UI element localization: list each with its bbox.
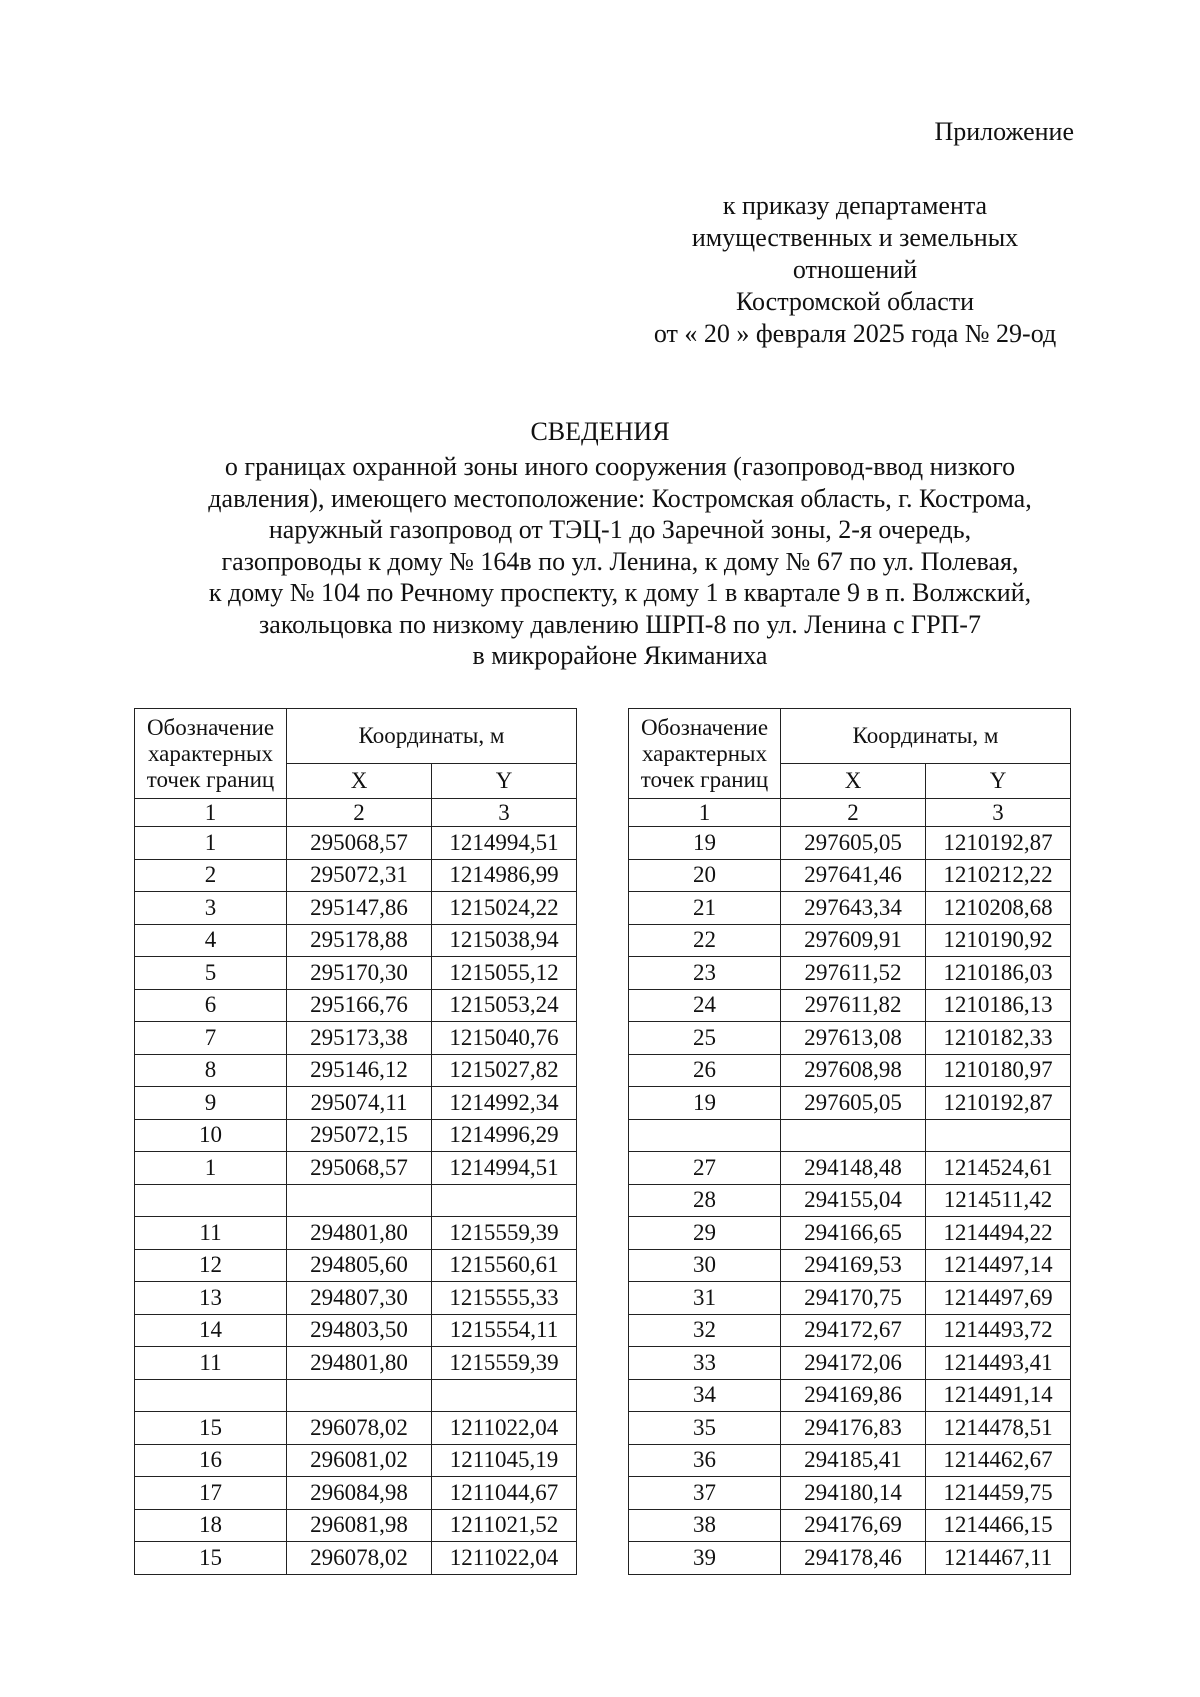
coord-y-cell: 1215038,94 <box>432 924 577 957</box>
coord-x-cell: 294172,67 <box>781 1314 926 1347</box>
coord-y-cell: 1211021,52 <box>432 1509 577 1542</box>
point-id-cell: 29 <box>629 1217 781 1250</box>
table-row <box>629 1022 1071 1055</box>
coord-x-cell: 294180,14 <box>781 1477 926 1510</box>
coord-x-cell: 294178,46 <box>781 1542 926 1575</box>
subtitle-line: о границах охранной зоны иного сооружения (газопровод-ввод низкого <box>224 452 1016 481</box>
table-row <box>135 1379 577 1412</box>
point-id-cell: 33 <box>629 1347 781 1380</box>
coord-x-cell <box>287 1379 432 1412</box>
coord-y-cell: 1214493,72 <box>926 1314 1071 1347</box>
table-row <box>135 1412 577 1445</box>
coord-x-cell <box>781 1119 926 1152</box>
point-id-cell: 14 <box>135 1314 287 1347</box>
coord-y-cell: 1215055,12 <box>432 957 577 990</box>
point-id-cell: 19 <box>629 827 781 860</box>
table-row <box>629 827 1071 860</box>
coord-y-cell: 1214994,51 <box>432 827 577 860</box>
appendix-label: Приложение <box>934 117 1074 146</box>
point-id-cell: 26 <box>629 1054 781 1087</box>
table-row <box>629 1184 1071 1217</box>
table-row <box>135 1152 577 1185</box>
coord-y-cell: 1215555,33 <box>432 1282 577 1315</box>
point-id-cell: 8 <box>135 1054 287 1087</box>
coord-y-cell: 1214491,14 <box>926 1379 1071 1412</box>
table-row <box>629 924 1071 957</box>
table-row <box>629 1152 1071 1185</box>
coord-y-cell: 1214497,14 <box>926 1249 1071 1282</box>
coord-x-cell: 297605,05 <box>781 1087 926 1120</box>
header-col-number: 2 <box>781 799 926 827</box>
point-id-cell: 6 <box>135 989 287 1022</box>
coord-y-cell: 1215559,39 <box>432 1347 577 1380</box>
document-title: СВЕДЕНИЯ <box>530 417 670 446</box>
table-row <box>629 1477 1071 1510</box>
header-x: X <box>781 764 926 799</box>
coord-x-cell: 294185,41 <box>781 1444 926 1477</box>
point-id-cell <box>135 1184 287 1217</box>
left-table-body <box>135 827 577 1575</box>
coord-y-cell: 1214524,61 <box>926 1152 1071 1185</box>
table-row <box>629 892 1071 925</box>
subtitle-line: давления), имеющего местоположение: Костромская область, г. Кострома, <box>208 483 1032 513</box>
coord-x-cell <box>287 1184 432 1217</box>
point-id-cell: 37 <box>629 1477 781 1510</box>
header-col-number: 3 <box>432 799 577 827</box>
table-row <box>629 957 1071 990</box>
point-id-cell: 5 <box>135 957 287 990</box>
header-coordinates: Координаты, м <box>781 709 1071 764</box>
point-id-cell: 32 <box>629 1314 781 1347</box>
point-id-cell: 24 <box>629 989 781 1022</box>
coord-x-cell: 297605,05 <box>781 827 926 860</box>
table-row <box>135 859 577 892</box>
coord-x-cell: 295072,31 <box>287 859 432 892</box>
coord-y-cell: 1215053,24 <box>432 989 577 1022</box>
coord-y-cell: 1210180,97 <box>926 1054 1071 1087</box>
coord-y-cell: 1211044,67 <box>432 1477 577 1510</box>
table-row <box>135 957 577 990</box>
coord-y-cell: 1210182,33 <box>926 1022 1071 1055</box>
point-id-cell: 31 <box>629 1282 781 1315</box>
coord-y-cell: 1215554,11 <box>432 1314 577 1347</box>
point-id-cell: 18 <box>135 1509 287 1542</box>
table-row <box>629 1217 1071 1250</box>
coord-x-cell: 295068,57 <box>287 827 432 860</box>
point-id-cell: 13 <box>135 1282 287 1315</box>
header-point-label: Обозначение характерных точек границ <box>629 709 781 799</box>
table-row <box>629 1054 1071 1087</box>
point-id-cell: 22 <box>629 924 781 957</box>
coord-y-cell: 1214494,22 <box>926 1217 1071 1250</box>
point-id-cell: 15 <box>135 1412 287 1445</box>
point-id-cell: 12 <box>135 1249 287 1282</box>
coord-y-cell: 1215040,76 <box>432 1022 577 1055</box>
table-row <box>135 1282 577 1315</box>
point-id-cell: 30 <box>629 1249 781 1282</box>
header-col-number: 2 <box>287 799 432 827</box>
coordinates-table-right <box>628 708 1071 1575</box>
coord-y-cell: 1214459,75 <box>926 1477 1071 1510</box>
coord-x-cell: 295166,76 <box>287 989 432 1022</box>
coord-x-cell: 295147,86 <box>287 892 432 925</box>
coord-x-cell: 294807,30 <box>287 1282 432 1315</box>
table-row <box>135 1509 577 1542</box>
point-id-cell: 35 <box>629 1412 781 1445</box>
coord-x-cell: 294169,86 <box>781 1379 926 1412</box>
coord-x-cell: 296078,02 <box>287 1542 432 1575</box>
coord-y-cell: 1215559,39 <box>432 1217 577 1250</box>
coord-x-cell: 294801,80 <box>287 1347 432 1380</box>
coord-y-cell: 1214992,34 <box>432 1087 577 1120</box>
table-row <box>135 1217 577 1250</box>
table-row <box>629 1379 1071 1412</box>
point-id-cell <box>629 1119 781 1152</box>
point-id-cell: 36 <box>629 1444 781 1477</box>
coord-y-cell: 1215024,22 <box>432 892 577 925</box>
point-id-cell <box>135 1379 287 1412</box>
coord-y-cell: 1214493,41 <box>926 1347 1071 1380</box>
coord-y-cell: 1210212,22 <box>926 859 1071 892</box>
point-id-cell: 21 <box>629 892 781 925</box>
table-row <box>629 859 1071 892</box>
subtitle-line: к дому № 104 по Речному проспекту, к дому 1 в квартале 9 в п. Волжский, <box>208 578 1032 607</box>
table-row <box>629 1087 1071 1120</box>
table-row <box>135 1477 577 1510</box>
point-id-cell: 34 <box>629 1379 781 1412</box>
point-id-cell: 28 <box>629 1184 781 1217</box>
point-id-cell: 17 <box>135 1477 287 1510</box>
table-row <box>629 1444 1071 1477</box>
point-id-cell: 27 <box>629 1152 781 1185</box>
coord-y-cell <box>432 1184 577 1217</box>
coord-y-cell: 1214996,29 <box>432 1119 577 1152</box>
table-row <box>135 924 577 957</box>
coord-y-cell: 1214497,69 <box>926 1282 1071 1315</box>
subtitle-line: в микрорайоне Якиманиха <box>472 641 768 670</box>
table-row <box>629 1542 1071 1575</box>
table-row <box>135 1347 577 1380</box>
coord-x-cell: 294172,06 <box>781 1347 926 1380</box>
point-id-cell: 11 <box>135 1347 287 1380</box>
coord-x-cell: 295170,30 <box>287 957 432 990</box>
table-row <box>629 1282 1071 1315</box>
coord-x-cell: 294176,83 <box>781 1412 926 1445</box>
point-id-cell: 3 <box>135 892 287 925</box>
document-subtitle <box>130 451 1110 672</box>
header-col-number: 1 <box>135 799 287 827</box>
coord-y-cell: 1211022,04 <box>432 1412 577 1445</box>
coord-x-cell: 295178,88 <box>287 924 432 957</box>
coord-y-cell: 1214467,11 <box>926 1542 1071 1575</box>
coord-x-cell: 297608,98 <box>781 1054 926 1087</box>
table-row <box>135 1249 577 1282</box>
coord-y-cell: 1214462,67 <box>926 1444 1071 1477</box>
coord-x-cell: 294801,80 <box>287 1217 432 1250</box>
table-row <box>135 827 577 860</box>
point-id-cell: 1 <box>135 1152 287 1185</box>
coord-x-cell: 295072,15 <box>287 1119 432 1152</box>
table-row <box>135 1184 577 1217</box>
table-row <box>135 1119 577 1152</box>
subtitle-line: наружный газопровод от ТЭЦ-1 до Заречной зоны, 2-я очередь, <box>268 515 972 544</box>
coord-x-cell: 294176,69 <box>781 1509 926 1542</box>
coord-y-cell: 1214466,15 <box>926 1509 1071 1542</box>
coord-x-cell: 297643,34 <box>781 892 926 925</box>
header-coordinates: Координаты, м <box>287 709 577 764</box>
header-col-number: 3 <box>926 799 1071 827</box>
table-row <box>135 1054 577 1087</box>
coord-x-cell: 294803,50 <box>287 1314 432 1347</box>
header-y: Y <box>432 764 577 799</box>
point-id-cell: 16 <box>135 1444 287 1477</box>
coord-x-cell: 295173,38 <box>287 1022 432 1055</box>
order-ref-line: Костромской области <box>735 287 975 316</box>
coord-y-cell: 1214994,51 <box>432 1152 577 1185</box>
coord-y-cell: 1210208,68 <box>926 892 1071 925</box>
coord-x-cell: 294166,65 <box>781 1217 926 1250</box>
coord-x-cell: 296081,98 <box>287 1509 432 1542</box>
point-id-cell: 15 <box>135 1542 287 1575</box>
point-id-cell: 19 <box>629 1087 781 1120</box>
header-y: Y <box>926 764 1071 799</box>
coord-y-cell: 1214478,51 <box>926 1412 1071 1445</box>
header-point-label: Обозначение характерных точек границ <box>135 709 287 799</box>
right-table-body <box>629 827 1071 1575</box>
point-id-cell: 9 <box>135 1087 287 1120</box>
table-row <box>629 989 1071 1022</box>
coord-y-cell <box>926 1119 1071 1152</box>
point-id-cell: 38 <box>629 1509 781 1542</box>
coord-x-cell: 296084,98 <box>287 1477 432 1510</box>
table-row <box>135 1087 577 1120</box>
point-id-cell: 20 <box>629 859 781 892</box>
coord-y-cell: 1215027,82 <box>432 1054 577 1087</box>
coord-x-cell: 297613,08 <box>781 1022 926 1055</box>
table-row <box>629 1249 1071 1282</box>
coord-y-cell: 1215560,61 <box>432 1249 577 1282</box>
coord-x-cell: 294148,48 <box>781 1152 926 1185</box>
table-row <box>135 1444 577 1477</box>
coord-x-cell: 295074,11 <box>287 1087 432 1120</box>
table-row <box>135 892 577 925</box>
order-ref-line: к приказу департамента <box>722 191 988 220</box>
subtitle-line: газопроводы к дому № 164в по ул. Ленина, к дому № 67 по ул. Полевая, <box>221 546 1019 576</box>
coord-x-cell: 297611,52 <box>781 957 926 990</box>
coord-x-cell: 297609,91 <box>781 924 926 957</box>
table-row <box>629 1119 1071 1152</box>
coord-y-cell <box>432 1379 577 1412</box>
coord-x-cell: 294170,75 <box>781 1282 926 1315</box>
coord-x-cell: 294155,04 <box>781 1184 926 1217</box>
coord-y-cell: 1214986,99 <box>432 859 577 892</box>
point-id-cell: 2 <box>135 859 287 892</box>
order-reference <box>630 190 1080 350</box>
coord-x-cell: 295146,12 <box>287 1054 432 1087</box>
table-row <box>629 1412 1071 1445</box>
table-row <box>135 1022 577 1055</box>
table-row <box>135 989 577 1022</box>
coord-y-cell: 1211022,04 <box>432 1542 577 1575</box>
table-row <box>629 1509 1071 1542</box>
header-x: X <box>287 764 432 799</box>
point-id-cell: 1 <box>135 827 287 860</box>
table-row <box>629 1314 1071 1347</box>
point-id-cell: 7 <box>135 1022 287 1055</box>
point-id-cell: 39 <box>629 1542 781 1575</box>
coord-y-cell: 1210192,87 <box>926 827 1071 860</box>
table-row <box>135 1542 577 1575</box>
point-id-cell: 23 <box>629 957 781 990</box>
coord-x-cell: 297641,46 <box>781 859 926 892</box>
coord-y-cell: 1211045,19 <box>432 1444 577 1477</box>
coord-y-cell: 1210186,13 <box>926 989 1071 1022</box>
coord-x-cell: 294805,60 <box>287 1249 432 1282</box>
coord-x-cell: 296078,02 <box>287 1412 432 1445</box>
order-ref-line: отношений <box>792 255 918 284</box>
coord-x-cell: 296081,02 <box>287 1444 432 1477</box>
point-id-cell: 25 <box>629 1022 781 1055</box>
header-col-number: 1 <box>629 799 781 827</box>
point-id-cell: 10 <box>135 1119 287 1152</box>
coord-y-cell: 1210192,87 <box>926 1087 1071 1120</box>
coordinates-table-left <box>134 708 577 1575</box>
subtitle-line: закольцовка по низкому давлению ШРП-8 по ул. Ленина с ГРП-7 <box>259 609 981 639</box>
coord-x-cell: 295068,57 <box>287 1152 432 1185</box>
order-ref-line: от « 20 » февраля 2025 года № 29-од <box>653 319 1057 348</box>
coord-y-cell: 1210190,92 <box>926 924 1071 957</box>
point-id-cell: 4 <box>135 924 287 957</box>
point-id-cell: 11 <box>135 1217 287 1250</box>
table-row <box>135 1314 577 1347</box>
order-ref-line: имущественных и земельных <box>691 223 1019 252</box>
coord-y-cell: 1210186,03 <box>926 957 1071 990</box>
table-row <box>629 1347 1071 1380</box>
coord-y-cell: 1214511,42 <box>926 1184 1071 1217</box>
coord-x-cell: 297611,82 <box>781 989 926 1022</box>
coord-x-cell: 294169,53 <box>781 1249 926 1282</box>
